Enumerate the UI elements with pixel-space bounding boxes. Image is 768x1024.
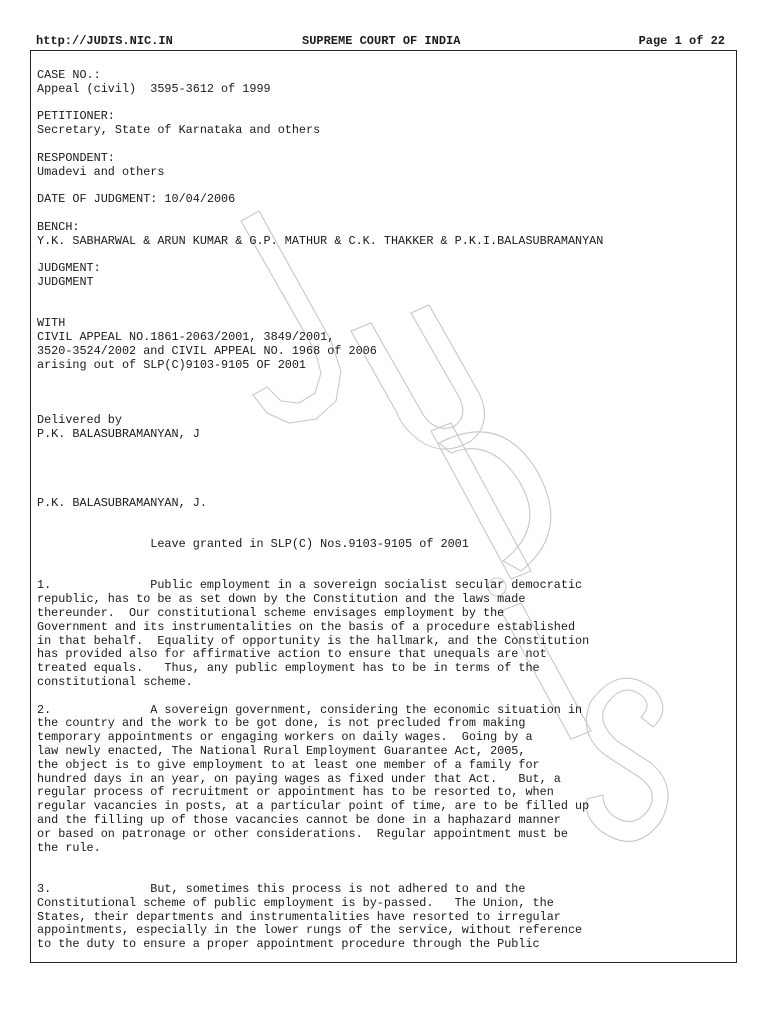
text-line: treated equals. Thus, any public employment has to be in terms of the <box>37 661 540 676</box>
text-line: Appeal (civil) 3595-3612 of 1999 <box>37 81 271 96</box>
blank-line <box>37 690 727 704</box>
text-line: WITH <box>37 316 66 331</box>
blank-line <box>37 290 727 304</box>
blank-line <box>37 511 727 525</box>
text-line: has provided also for affirmative action to ensure that unequals are not <box>37 647 547 662</box>
text-line: Constitutional scheme of public employment is by-passed. The Union, the <box>37 895 554 910</box>
text-line: regular process of recruitment or appointment has to be resorted to, when <box>37 785 554 800</box>
page-header <box>36 33 725 49</box>
text-line: P.K. BALASUBRAMANYAN, J <box>37 426 200 441</box>
text-line: arising out of SLP(C)9103-9105 OF 2001 <box>37 357 307 372</box>
blank-line <box>37 248 727 262</box>
text-line: regular vacancies in posts, at a particular point of time, are to be filled up <box>37 799 590 814</box>
document-frame <box>30 50 737 963</box>
blank-line <box>37 469 727 483</box>
blank-line <box>37 442 727 456</box>
text-line: the object is to give employment to at least one member of a family for <box>37 757 540 772</box>
text-line: BENCH: <box>37 219 80 234</box>
text-line: DATE OF JUDGMENT: 10/04/2006 <box>37 192 236 207</box>
text-line: temporary appointments or engaging workers on daily wages. Going by a <box>37 730 533 745</box>
blank-line <box>37 855 727 869</box>
text-line: States, their departments and instrumentalities have resorted to irregular <box>37 909 561 924</box>
text-line: CASE NO.: <box>37 68 101 82</box>
text-line: constitutional scheme. <box>37 675 193 690</box>
text-line: P.K. BALASUBRAMANYAN, J. <box>37 495 207 510</box>
blank-line <box>37 566 727 580</box>
text-line: appointments, especially in the lower rungs of the service, without reference <box>37 923 583 938</box>
text-line: in that behalf. Equality of opportunity is the hallmark, and the Constitution <box>37 633 590 648</box>
blank-line <box>37 97 727 111</box>
text-line: JUDGMENT <box>37 274 94 289</box>
text-line: and the filling up of those vacancies cannot be done in a haphazard manner <box>37 813 561 828</box>
text-line: the rule. <box>37 840 101 855</box>
blank-line <box>37 138 727 152</box>
blank-line <box>37 304 727 318</box>
text-line: JUDGMENT: <box>37 261 101 276</box>
page-number: Page 1 of 22 <box>638 34 725 48</box>
text-line: thereunder. Our constitutional scheme envisages employment by the <box>37 606 505 621</box>
text-line: Delivered by <box>37 412 122 427</box>
text-line: Y.K. SABHARWAL & ARUN KUMAR & G.P. MATHUR & C.K. THAKKER & P.K.I.BALASUBRAMANYAN <box>37 233 604 248</box>
text-line: CIVIL APPEAL NO.1861-2063/2001, 3849/2001, <box>37 330 335 345</box>
text-line: Leave granted in SLP(C) Nos.9103-9105 of 2001 <box>37 537 469 552</box>
court-name: SUPREME COURT OF INDIA <box>302 34 461 48</box>
text-line: hundred days in an year, on paying wages as fixed under that Act. But, a <box>37 771 561 786</box>
text-line: 3. But, sometimes this process is not adhered to and the <box>37 882 526 897</box>
blank-line <box>37 552 727 566</box>
text-line: Government and its instrumentalities on the basis of a procedure established <box>37 619 576 634</box>
text-line: law newly enacted, The National Rural Employment Guarantee Act, 2005, <box>37 744 526 759</box>
judgment-text <box>37 69 727 952</box>
blank-line <box>37 373 727 387</box>
blank-line <box>37 400 727 414</box>
blank-line <box>37 483 727 497</box>
text-line: Secretary, State of Karnataka and others <box>37 123 321 138</box>
text-line: 3520-3524/2002 and CIVIL APPEAL NO. 1968 of 2006 <box>37 343 377 358</box>
blank-line <box>37 386 727 400</box>
blank-line <box>37 207 727 221</box>
text-line: Umadevi and others <box>37 164 165 179</box>
blank-line <box>37 455 727 469</box>
source-url: http://JUDIS.NIC.IN <box>36 34 173 48</box>
text-line: the country and the work to be got done, is not precluded from making <box>37 716 526 731</box>
text-line: republic, has to be as set down by the Constitution and the laws made <box>37 592 526 607</box>
text-line: 2. A sovereign government, considering the economic situation in <box>37 702 583 717</box>
text-line: or based on patronage or other considerations. Regular appointment must be <box>37 826 568 841</box>
text-line: RESPONDENT: <box>37 150 115 165</box>
text-line: 1. Public employment in a sovereign socialist secular democratic <box>37 578 583 593</box>
blank-line <box>37 179 727 193</box>
text-line: to the duty to ensure a proper appointment procedure through the Public <box>37 937 540 952</box>
text-line: PETITIONER: <box>37 109 115 124</box>
blank-line <box>37 869 727 883</box>
blank-line <box>37 524 727 538</box>
